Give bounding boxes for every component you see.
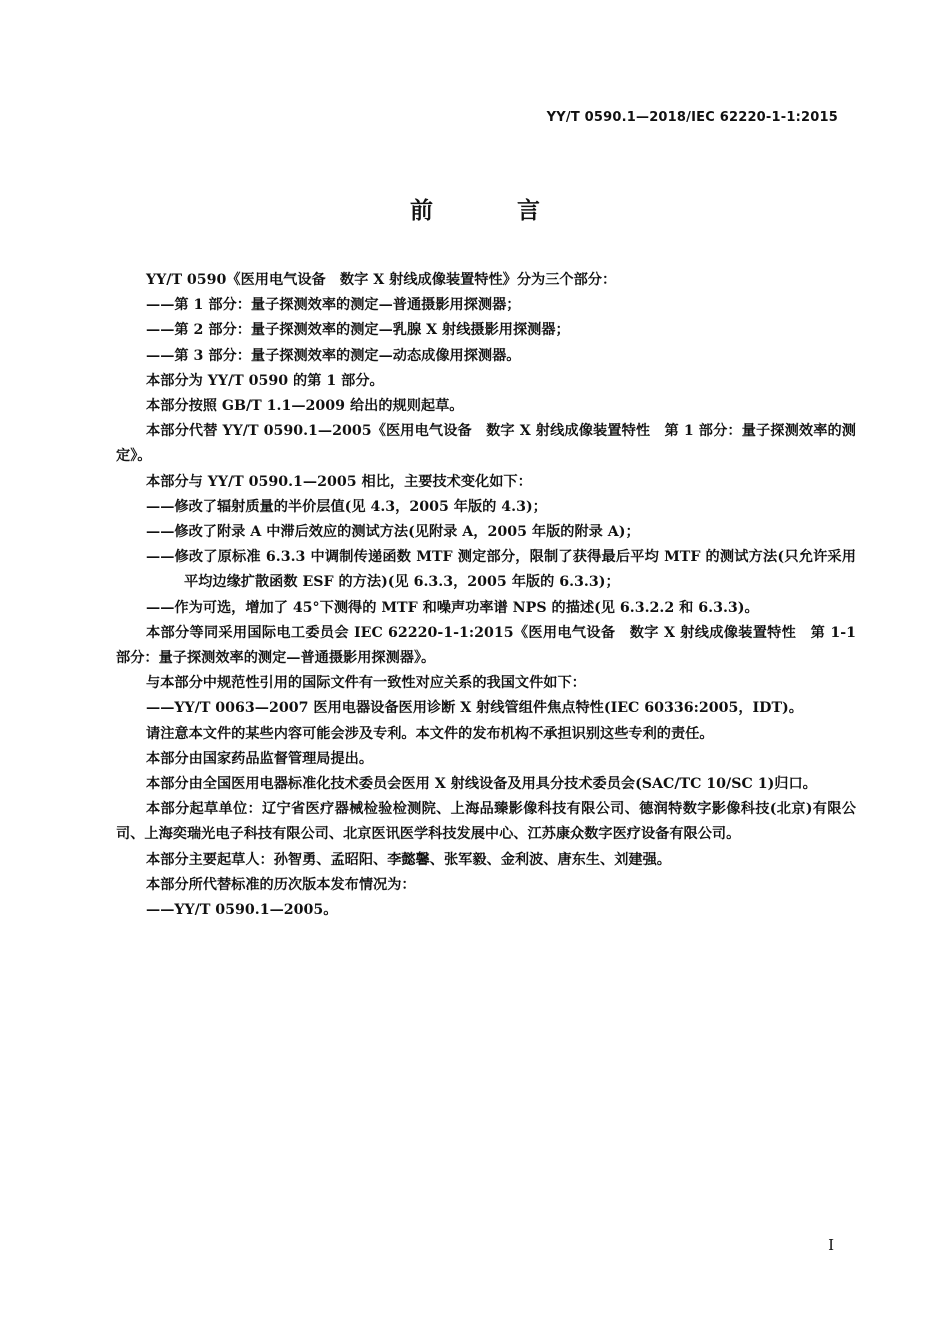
paragraph: 本部分代替 YY/T 0590.1—2005《医用电气设备 数字 X 射线成像装置特性 第 1 部分：量子探测效率的测定》。 bbox=[116, 423, 856, 465]
list-item: ——YY/T 0063—2007 医用电器设备医用诊断 X 射线管组件焦点特性(IEC 60336:2005，IDT)。 bbox=[146, 700, 803, 717]
list-item: ——修改了原标准 6.3.3 中调制传递函数 MTF 测定部分，限制了获得最后平均 MTF 的测试方法(只允许采用平均边缘扩散函数 ESF 的方法)(见 6.3.3，2005 年版的 6.3.3)； bbox=[146, 549, 856, 591]
paragraph: YY/T 0590《医用电气设备 数字 X 射线成像装置特性》分为三个部分： bbox=[146, 272, 617, 288]
list-item: ——第 2 部分：量子探测效率的测定—乳腺 X 射线摄影用探测器； bbox=[146, 322, 570, 339]
list-item: ——YY/T 0590.1—2005。 bbox=[146, 902, 338, 919]
paragraph: 本部分由全国医用电器标准化技术委员会医用 X 射线设备及用具分技术委员会(SAC/TC 10/SC 1)归口。 bbox=[146, 776, 817, 793]
page-title: 前 言 bbox=[409, 198, 578, 224]
list-item: ——第 3 部分：量子探测效率的测定—动态成像用探测器。 bbox=[146, 347, 521, 364]
paragraph: 本部分按照 GB/T 1.1—2009 给出的规则起草。 bbox=[146, 398, 464, 415]
standard-code-header: YY/T 0590.1—2018/IEC 62220-1-1:2015 bbox=[546, 110, 838, 125]
paragraph: 本部分所代替标准的历次版本发布情况为： bbox=[146, 876, 416, 893]
list-item: ——第 1 部分：量子探测效率的测定—普通摄影用探测器； bbox=[146, 297, 521, 314]
paragraph: 本部分等同采用国际电工委员会 IEC 62220-1-1:2015《医用电气设备 数字 X 射线成像装置特性 第 1-1 部分：量子探测效率的测定—普通摄影用探测器》。 bbox=[116, 624, 856, 667]
paragraph: 本部分由国家药品监督管理局提出。 bbox=[146, 750, 374, 767]
list-item: ——修改了附录 A 中滞后效应的测试方法(见附录 A，2005 年版的附录 A)； bbox=[146, 524, 640, 541]
list-item: ——修改了辐射质量的半价层值(见 4.3，2005 年版的 4.3)； bbox=[146, 498, 547, 515]
paragraph: 本部分为 YY/T 0590 的第 1 部分。 bbox=[146, 372, 384, 389]
list-item: ——作为可选，增加了 45°下测得的 MTF 和噪声功率谱 NPS 的描述(见 6.3.2.2 和 6.3.3)。 bbox=[146, 599, 759, 616]
foreword-body bbox=[116, 268, 856, 923]
paragraph: 本部分起草单位：辽宁省医疗器械检验检测院、上海品臻影像科技有限公司、德润特数字影像科技(北京)有限公司、上海奕瑞光电子科技有限公司、北京医讯医学科技发展中心、江苏康众数字医疗设备有限公司。 bbox=[116, 801, 856, 843]
paragraph: 本部分主要起草人：孙智勇、孟昭阳、李懿馨、张军毅、金利波、唐东生、刘建强。 bbox=[146, 851, 671, 868]
paragraph: 本部分与 YY/T 0590.1—2005 相比，主要技术变化如下： bbox=[146, 473, 532, 490]
paragraph: 与本部分中规范性引用的国际文件有一致性对应关系的我国文件如下： bbox=[146, 675, 586, 692]
page-number: I bbox=[828, 1236, 834, 1254]
paragraph: 请注意本文件的某些内容可能会涉及专利。本文件的发布机构不承担识别这些专利的责任。 bbox=[146, 725, 714, 742]
